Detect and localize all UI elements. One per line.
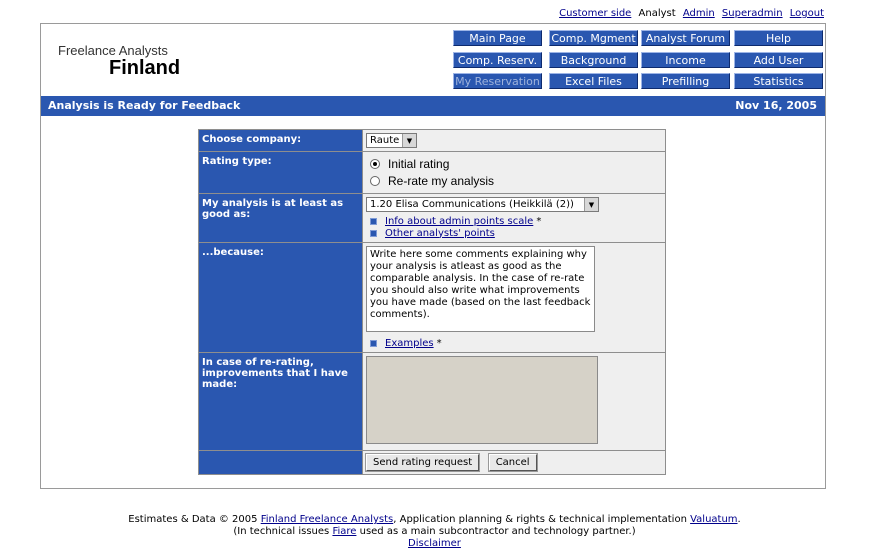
nav-main-page[interactable]: Main Page bbox=[453, 30, 542, 46]
chevron-down-icon: ▼ bbox=[584, 198, 598, 211]
nav-my-reservation[interactable]: My Reservation bbox=[453, 73, 542, 89]
chevron-down-icon: ▼ bbox=[402, 134, 416, 147]
superadmin-link[interactable]: Superadmin bbox=[721, 8, 783, 19]
page-title: Analysis is Ready for Feedback bbox=[48, 99, 241, 112]
company-label: Choose company: bbox=[199, 130, 363, 152]
footer-text: (In technical issues bbox=[233, 526, 333, 537]
radio-rerate[interactable] bbox=[370, 176, 380, 186]
bullet-icon bbox=[370, 340, 377, 347]
company-select[interactable] bbox=[366, 133, 417, 148]
comparable-analysis-value: 1.20 Elisa Communications (Heikkilä (2)) bbox=[370, 199, 574, 210]
because-textarea[interactable]: Write here some comments explaining why your analysis is atleast as good as the comparable analysis. In the case of re-rate you should also write what improvements you have made (based on the last feedback comments). bbox=[366, 246, 595, 332]
nav-prefilling[interactable]: Prefilling bbox=[641, 73, 730, 89]
analyst-label: Analyst bbox=[638, 8, 676, 19]
cancel-button[interactable]: Cancel bbox=[489, 454, 537, 471]
page-date: Nov 16, 2005 bbox=[735, 99, 817, 112]
logo-line1: Freelance Analysts bbox=[58, 43, 168, 58]
nav-comp-reserv[interactable]: Comp. Reserv. bbox=[453, 52, 542, 68]
bullet-icon bbox=[370, 230, 377, 237]
footer-line2 bbox=[0, 526, 869, 538]
good-as-label: My analysis is at least as good as: bbox=[199, 194, 363, 243]
nav-statistics[interactable]: Statistics bbox=[734, 73, 823, 89]
footer-text: Estimates & Data © 2005 bbox=[128, 514, 261, 525]
top-links bbox=[555, 8, 824, 19]
logo bbox=[58, 43, 180, 80]
nav-analyst-forum[interactable]: Analyst Forum bbox=[641, 30, 730, 46]
nav-comp-mgmt[interactable]: Comp. Mgment bbox=[549, 30, 638, 46]
valuatum-link[interactable]: Valuatum bbox=[690, 514, 738, 525]
nav-background[interactable]: Background bbox=[549, 52, 638, 68]
info-admin-points-row bbox=[370, 215, 662, 227]
asterisk: * bbox=[436, 337, 442, 349]
footer bbox=[0, 514, 869, 550]
rating-rerate-option[interactable] bbox=[366, 172, 662, 189]
examples-row bbox=[370, 337, 662, 349]
title-bar bbox=[41, 96, 825, 116]
other-analysts-points-link[interactable]: Other analysts' points bbox=[385, 227, 495, 239]
improvements-textarea[interactable] bbox=[366, 356, 598, 444]
rating-type-label: Rating type: bbox=[199, 152, 363, 194]
nav-help[interactable]: Help bbox=[734, 30, 823, 46]
customer-side-link[interactable]: Customer side bbox=[559, 8, 632, 19]
logo-line2: Finland bbox=[109, 57, 181, 79]
because-label: ...because: bbox=[199, 243, 363, 353]
rating-initial-option[interactable] bbox=[366, 155, 662, 172]
other-points-row bbox=[370, 227, 662, 239]
rating-form bbox=[198, 129, 666, 475]
ffa-link[interactable]: Finland Freelance Analysts bbox=[260, 514, 394, 525]
examples-link[interactable]: Examples bbox=[385, 337, 434, 349]
fiare-link[interactable]: Fiare bbox=[332, 526, 357, 537]
info-admin-points-link[interactable]: Info about admin points scale bbox=[385, 215, 534, 227]
send-rating-request-button[interactable]: Send rating request bbox=[366, 454, 479, 471]
improvements-label: In case of re-rating, improvements that I have made: bbox=[199, 353, 363, 451]
footer-text: , Application planning & rights & technical implementation bbox=[393, 514, 691, 525]
rating-initial-label: Initial rating bbox=[388, 156, 450, 171]
main-frame bbox=[40, 23, 826, 489]
logout-link[interactable]: Logout bbox=[789, 8, 824, 19]
nav-income[interactable]: Income bbox=[641, 52, 730, 68]
footer-line1 bbox=[0, 514, 869, 526]
footer-text: used as a main subcontractor and technology partner.) bbox=[356, 526, 636, 537]
disclaimer-link[interactable]: Disclaimer bbox=[408, 538, 461, 549]
radio-initial[interactable] bbox=[370, 159, 380, 169]
comparable-analysis-select[interactable] bbox=[366, 197, 599, 212]
footer-line3 bbox=[0, 538, 869, 550]
company-select-value: Raute bbox=[370, 135, 400, 146]
nav-excel-files[interactable]: Excel Files bbox=[549, 73, 638, 89]
rating-rerate-label: Re-rate my analysis bbox=[388, 173, 495, 188]
nav-add-user[interactable]: Add User bbox=[734, 52, 823, 68]
asterisk: * bbox=[536, 215, 542, 227]
bullet-icon bbox=[370, 218, 377, 225]
admin-link[interactable]: Admin bbox=[682, 8, 715, 19]
buttons-label-cell bbox=[199, 451, 363, 475]
footer-text: . bbox=[737, 514, 741, 525]
